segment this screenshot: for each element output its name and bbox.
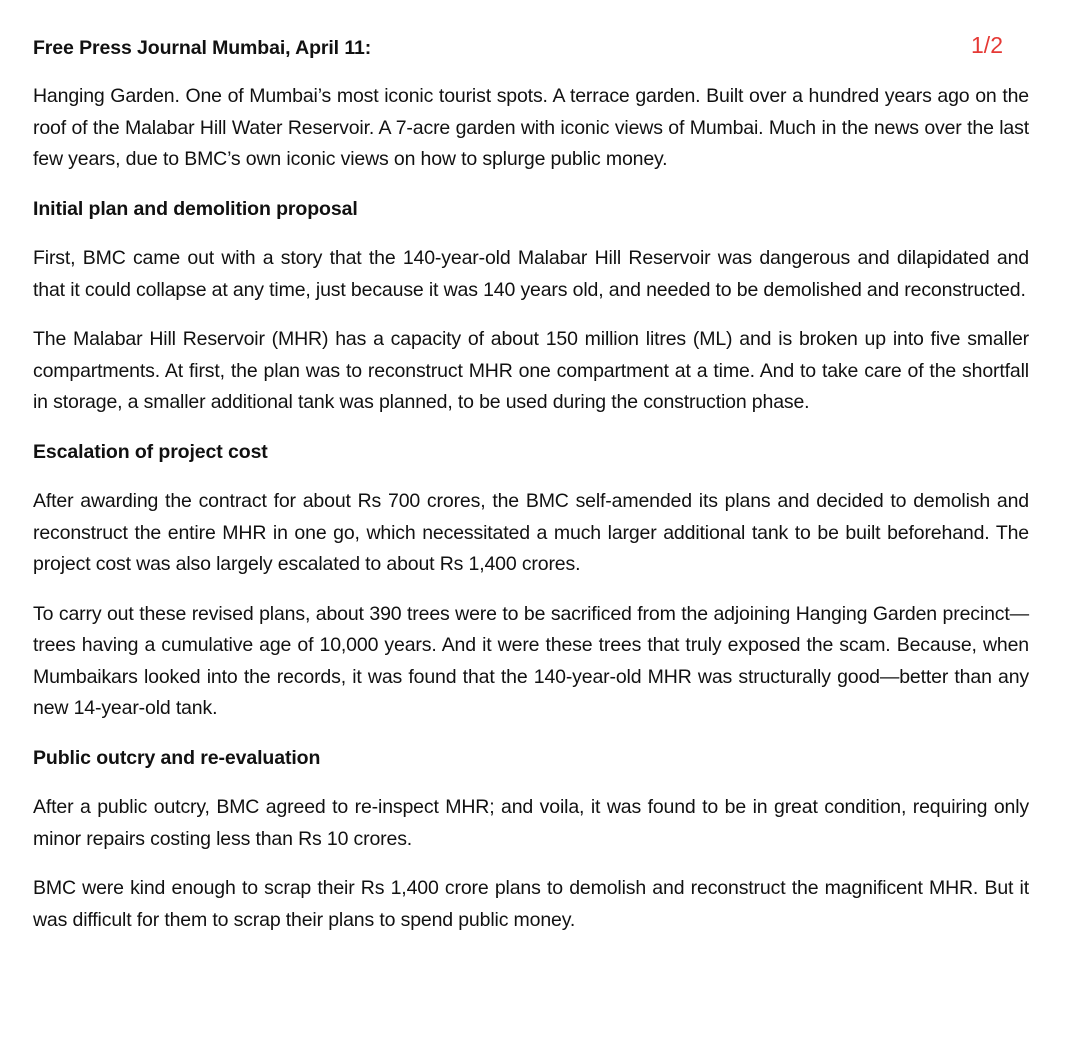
paragraph-trees-scam: To carry out these revised plans, about 390 trees were to be sacrificed from the adjoining Hanging Garden precinct—trees having a cumulative age of 10,000 years. And it were these trees that truly exposed the scam. Because, when Mumbaikars looked into the records, it was found that the 140-year-old MHR was structurally good—better than any new 14-year-old tank. bbox=[33, 602, 1029, 719]
paragraph-reinspection: After a public outcry, BMC agreed to re-inspect MHR; and voila, it was found to be in great condition, requiring only minor repairs costing less than Rs 10 crores. bbox=[33, 796, 1029, 850]
section-heading-public-outcry: Public outcry and re-evaluation bbox=[33, 746, 321, 769]
paragraph-contract-award: After awarding the contract for about Rs 700 crores, the BMC self-amended its plans and decided to demolish and reconstruct the entire MHR in one go, which necessitated a much larger additional tank to be built beforehand. The project cost was also largely escalated to about Rs 1,400 crores. bbox=[33, 490, 1029, 575]
paragraph-demolition-story: First, BMC came out with a story that the 140-year-old Malabar Hill Reservoir was dangerous and dilapidated and that it could collapse at any time, just because it was 140 years old, and needed to be demolished and reconstructed. bbox=[33, 247, 1029, 301]
document-header bbox=[33, 32, 1029, 64]
paragraph-reservoir-capacity: The Malabar Hill Reservoir (MHR) has a capacity of about 150 million litres (ML) and is broken up into five smaller compartments. At first, the plan was to reconstruct MHR one compartment at a time. And to take care of the shortfall in storage, a smaller additional tank was planned, to be used during the construction phase. bbox=[33, 328, 1029, 413]
section-heading-cost-escalation: Escalation of project cost bbox=[33, 440, 268, 463]
section-heading-initial-plan: Initial plan and demolition proposal bbox=[33, 197, 358, 220]
paragraph-plans-scrapped: BMC were kind enough to scrap their Rs 1,400 crore plans to demolish and reconstruct the magnificent MHR. But it was difficult for them to scrap their plans to spend public money. bbox=[33, 877, 1029, 931]
source-line: Free Press Journal Mumbai, April 11: bbox=[33, 37, 372, 59]
document-page bbox=[33, 32, 1029, 936]
intro-paragraph: Hanging Garden. One of Mumbai’s most iconic tourist spots. A terrace garden. Built over a hundred years ago on the roof of the Malabar Hill Water Reservoir. A 7-acre garden with iconic views of Mumbai. Much in the news over the last few years, due to BMC’s own iconic views on how to splurge public money. bbox=[33, 85, 1029, 170]
page-number: 1/2 bbox=[971, 32, 1003, 58]
